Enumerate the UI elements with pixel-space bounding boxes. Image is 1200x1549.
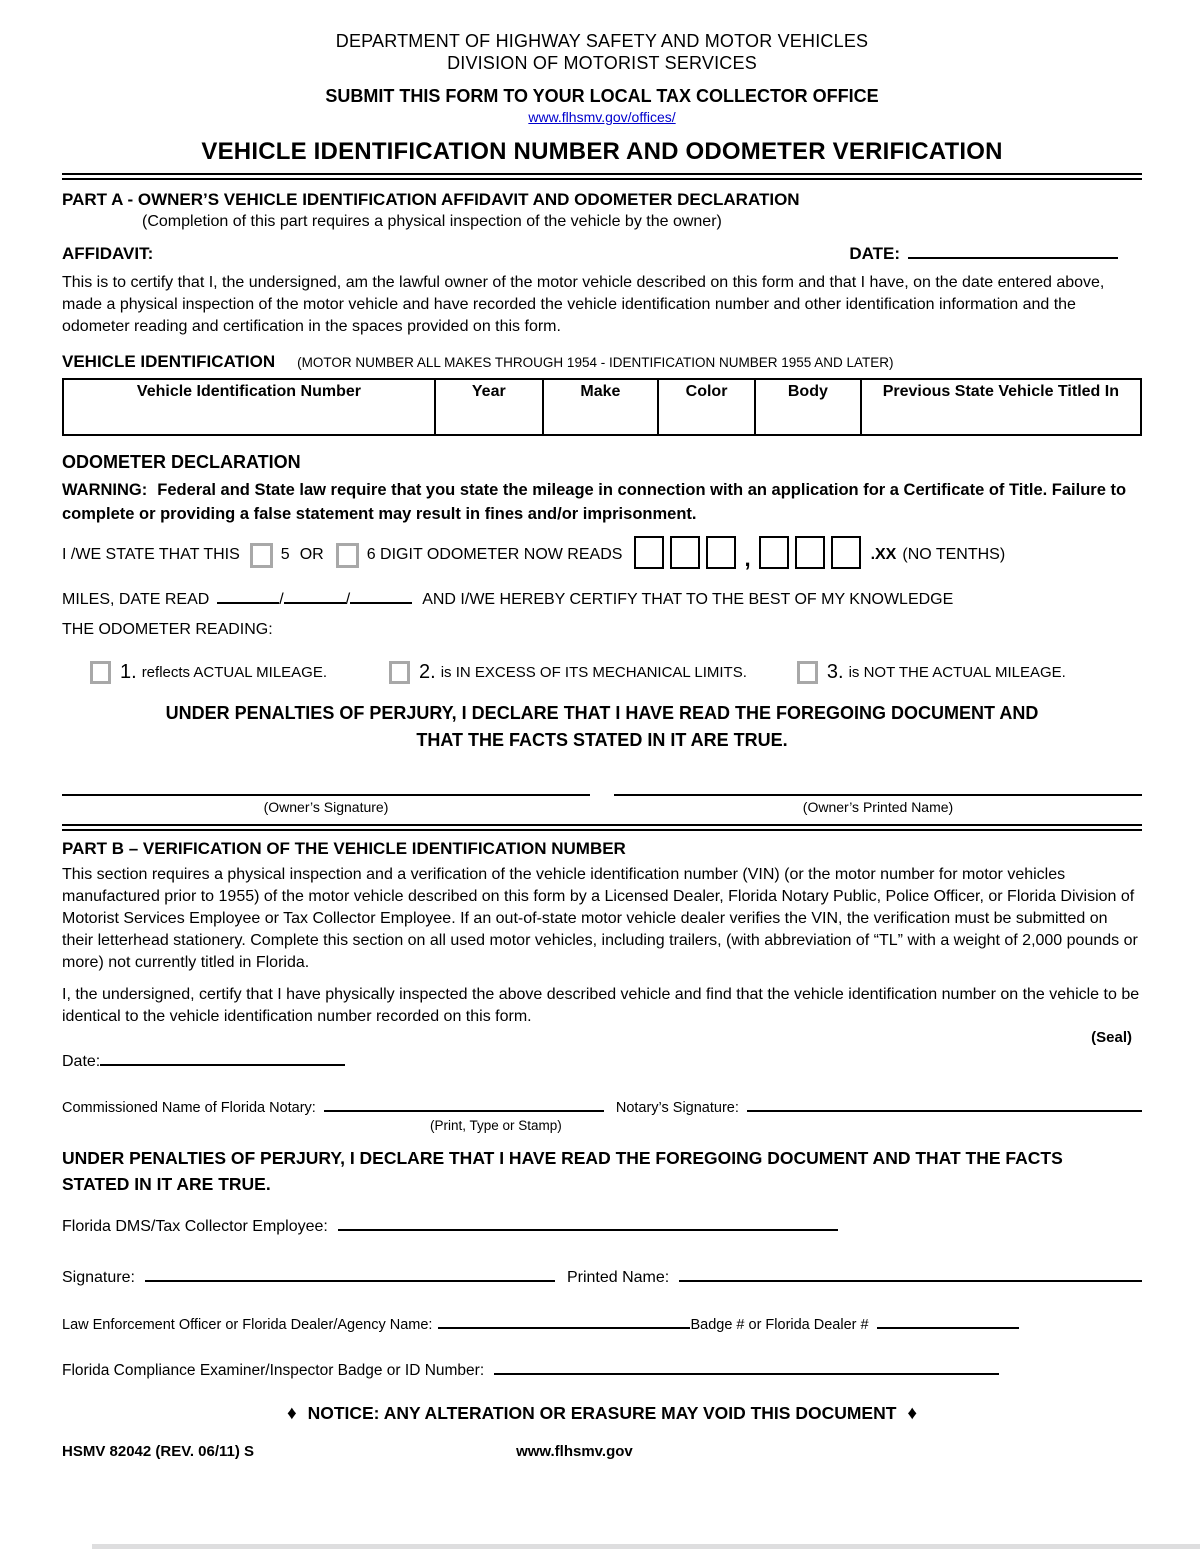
mileage-option-3-label: is NOT THE ACTUAL MILEAGE.	[848, 664, 1066, 681]
part-b-certify-text: I, the undersigned, certify that I have physically inspected the above described vehicle and find that the vehicle identification number on the vehicle to be identical to the vehicle identification number recorded on this form.	[62, 986, 1140, 1025]
mileage-option-1	[90, 661, 327, 684]
make-cell[interactable]	[543, 379, 658, 435]
affidavit-date-field[interactable]	[908, 243, 1118, 259]
print-type-stamp-note: (Print, Type or Stamp)	[430, 1117, 562, 1133]
employee-printed-name-field[interactable]	[679, 1266, 1142, 1282]
odometer-digit-box-6[interactable]	[831, 536, 861, 569]
vehicle-id-heading: VEHICLE IDENTIFICATION	[62, 352, 276, 371]
warning-text: Federal and State law require that you state the mileage in connection with an application for a Certificate of Title. Failure to complete or providing a false statement may result in fines and/or imprisonment.	[62, 481, 1127, 523]
section-divider-middle	[62, 824, 1142, 831]
part-b-heading: PART B – VERIFICATION OF THE VEHICLE IDENTIFICATION NUMBER	[62, 839, 626, 858]
owner-printed-name-col	[614, 794, 1142, 816]
submit-instruction: SUBMIT THIS FORM TO YOUR LOCAL TAX COLLECTOR OFFICE	[325, 86, 879, 106]
odometer-statement-six: 6 DIGIT ODOMETER NOW READS	[366, 546, 623, 563]
inspection-date-field[interactable]	[100, 1050, 345, 1066]
year-cell[interactable]	[435, 379, 543, 435]
odometer-comma: ,	[744, 546, 751, 571]
miles-date-read-row	[62, 588, 1142, 609]
dms-employee-row	[62, 1215, 1142, 1236]
notary-row	[62, 1097, 1142, 1116]
vehicle-id-note: (MOTOR NUMBER ALL MAKES THROUGH 1954 - IDENTIFICATION NUMBER 1955 AND LATER)	[297, 355, 894, 370]
odometer-digit-box-4[interactable]	[759, 536, 789, 569]
dms-employee-field[interactable]	[338, 1215, 838, 1231]
owner-signature-field[interactable]	[62, 794, 590, 796]
date-read-year-field[interactable]	[350, 588, 412, 604]
odometer-heading: ODOMETER DECLARATION	[62, 452, 301, 472]
miles-suffix: AND I/WE HEREBY CERTIFY THAT TO THE BEST OF MY KNOWLEDGE	[422, 591, 954, 608]
mileage-option-3-checkbox[interactable]	[797, 661, 818, 684]
vin-header: Vehicle Identification Number	[136, 383, 361, 400]
inspector-id-field[interactable]	[494, 1359, 999, 1375]
body-cell[interactable]	[755, 379, 861, 435]
part-a-subheading: (Completion of this part requires a physical inspection of the vehicle by the owner)	[142, 213, 722, 230]
offices-link[interactable]: www.flhsmv.gov/offices/	[528, 109, 676, 125]
slash-1: /	[279, 591, 284, 608]
notary-signature-field[interactable]	[747, 1097, 1142, 1112]
owner-printed-name-field[interactable]	[614, 794, 1142, 796]
section-divider-top	[62, 173, 1142, 180]
mileage-option-2-number: 2.	[419, 661, 436, 683]
odometer-warning	[62, 478, 1142, 526]
part-a-section	[62, 188, 1142, 816]
previous-state-cell[interactable]	[861, 379, 1141, 435]
odometer-digit-group-ones	[759, 536, 867, 574]
agency-name-field[interactable]	[438, 1315, 690, 1330]
employee-printed-name-label: Printed Name:	[566, 1268, 670, 1286]
owner-printed-name-label: (Owner’s Printed Name)	[802, 799, 954, 815]
footer-website: www.flhsmv.gov	[516, 1442, 633, 1460]
mileage-option-1-label: reflects ACTUAL MILEAGE.	[141, 664, 328, 681]
header-section	[62, 30, 1142, 167]
badge-label: Badge # or Florida Dealer #	[690, 1317, 869, 1333]
law-enforcement-row	[62, 1315, 1142, 1334]
date-read-day-field[interactable]	[284, 588, 346, 604]
mileage-option-3-number: 3.	[826, 661, 844, 683]
affidavit-text: This is to certify that I, the undersigned, am the lawful owner of the motor vehicle described on this form and that I have, on the date entered above, made a physical inspection of the motor vehicle and have recorded the vehicle identification number and other identification information and the odometer reading and certification in the spaces provided on this form.	[62, 274, 1105, 335]
compliance-label: Florida Compliance Examiner/Inspector Badge or ID Number:	[62, 1361, 485, 1379]
notice-line	[62, 1400, 1142, 1427]
seal-label: (Seal)	[1091, 1029, 1132, 1046]
table-row	[63, 379, 1141, 435]
agency-name-line2: DIVISION OF MOTORIST SERVICES	[447, 53, 757, 73]
vin-cell[interactable]	[63, 379, 435, 435]
odometer-digit-box-1[interactable]	[634, 536, 664, 569]
affidavit-date-label: DATE:	[849, 244, 900, 263]
miles-prefix: MILES, DATE READ	[62, 591, 210, 608]
notary-name-field[interactable]	[324, 1097, 604, 1112]
compliance-examiner-row	[62, 1359, 1142, 1380]
mileage-option-1-checkbox[interactable]	[90, 661, 111, 684]
form-title: VEHICLE IDENTIFICATION NUMBER AND ODOMETER VERIFICATION	[201, 138, 1003, 165]
affidavit-date-group	[849, 243, 1118, 264]
part-a-heading: PART A - OWNER’S VEHICLE IDENTIFICATION AFFIDAVIT AND ODOMETER DECLARATION	[62, 190, 800, 209]
footer	[62, 1443, 1142, 1460]
vehicle-id-table	[62, 378, 1142, 436]
part-a-perjury-statement: UNDER PENALTIES OF PERJURY, I DECLARE THAT I HAVE READ THE FOREGOING DOCUMENT AND THAT THE FACTS STATED IN IT ARE TRUE.	[165, 703, 1039, 750]
mileage-option-2-checkbox[interactable]	[389, 661, 410, 684]
owner-signature-col	[62, 794, 590, 816]
no-tenths-label: (NO TENTHS)	[902, 546, 1006, 563]
year-header: Year	[471, 383, 506, 400]
warning-label: WARNING:	[62, 481, 148, 499]
decimal-suffix: .XX	[870, 546, 897, 563]
inspection-date-label: Date:	[62, 1053, 101, 1070]
mileage-option-2-label: is IN EXCESS OF ITS MECHANICAL LIMITS.	[440, 664, 747, 681]
employee-signature-label: Signature:	[62, 1268, 135, 1286]
form-number: HSMV 82042 (REV. 06/11) S	[62, 1442, 255, 1460]
diamond-icon: ♦	[907, 1402, 918, 1424]
part-b-perjury-statement: UNDER PENALTIES OF PERJURY, I DECLARE THAT I HAVE READ THE FOREGOING DOCUMENT AND THAT THE FACTS STATED IN IT ARE TRUE.	[62, 1147, 1063, 1194]
notice-text: NOTICE: ANY ALTERATION OR ERASURE MAY VOID THIS DOCUMENT	[307, 1402, 897, 1423]
previous-state-header: Previous State Vehicle Titled In	[882, 383, 1119, 400]
odometer-digit-box-3[interactable]	[706, 536, 736, 569]
diamond-icon: ♦	[286, 1402, 297, 1424]
employee-signature-field[interactable]	[145, 1266, 555, 1282]
offices-link-wrap	[62, 108, 1142, 127]
inspection-date-row	[62, 1050, 1142, 1071]
odometer-digit-box-2[interactable]	[670, 536, 700, 569]
body-header: Body	[787, 383, 828, 400]
odometer-6-digit-checkbox[interactable]	[336, 543, 359, 568]
owner-signature-row	[62, 794, 1142, 816]
odometer-digit-box-5[interactable]	[795, 536, 825, 569]
mileage-option-1-number: 1.	[120, 661, 137, 683]
notary-name-label: Commissioned Name of Florida Notary:	[62, 1099, 316, 1116]
color-header: Color	[685, 383, 728, 400]
owner-signature-label: (Owner’s Signature)	[263, 799, 389, 815]
affidavit-label: AFFIDAVIT:	[62, 244, 154, 263]
odometer-5-digit-checkbox[interactable]	[250, 543, 273, 568]
vehicle-id-heading-row	[62, 352, 1142, 372]
notary-signature-label: Notary’s Signature:	[615, 1099, 739, 1116]
badge-number-field[interactable]	[877, 1315, 1019, 1330]
law-enforcement-label: Law Enforcement Officer or Florida Dealer/Agency Name:	[62, 1317, 433, 1333]
odometer-digit-group-thousands	[634, 536, 742, 574]
slash-2: /	[345, 591, 351, 608]
dms-employee-label: Florida DMS/Tax Collector Employee:	[62, 1217, 328, 1235]
color-cell[interactable]	[658, 379, 755, 435]
odometer-statement-prefix: I /WE STATE THAT THIS	[62, 546, 240, 563]
make-header: Make	[580, 383, 621, 400]
odometer-statement-row	[62, 536, 1142, 574]
scan-artifact-strip	[92, 1544, 1200, 1549]
mileage-option-2	[389, 661, 747, 684]
part-b-section	[62, 837, 1142, 1380]
mileage-option-3	[797, 661, 1066, 684]
part-b-description: This section requires a physical inspection and a verification of the vehicle identification number (VIN) (or the motor number for motor vehicles manufactured prior to 1955) of the motor vehicle described on this form by a Licensed Dealer, Florida Notary Public, Police Officer, or Florida Division of Motorist Services Employee or Tax Collector Employee. If an out-of-state motor vehicle dealer verifies the VIN, the verification must be submitted on their letterhead stationery. Complete this section on all used motor vehicles, including trailers, (with abbreviation of “TL” with a weight of 2,000 pounds or more) not currently titled in Florida.	[62, 866, 1138, 971]
or-label: OR	[299, 546, 324, 563]
mileage-options-row	[62, 661, 1142, 684]
odometer-reading-label: THE ODOMETER READING:	[62, 621, 273, 638]
agency-name-line1: DEPARTMENT OF HIGHWAY SAFETY AND MOTOR VEHICLES	[335, 31, 869, 51]
employee-signature-row	[62, 1266, 1142, 1287]
date-read-month-field[interactable]	[217, 588, 279, 604]
affidavit-row	[62, 243, 1142, 264]
five-label: 5	[280, 546, 290, 563]
